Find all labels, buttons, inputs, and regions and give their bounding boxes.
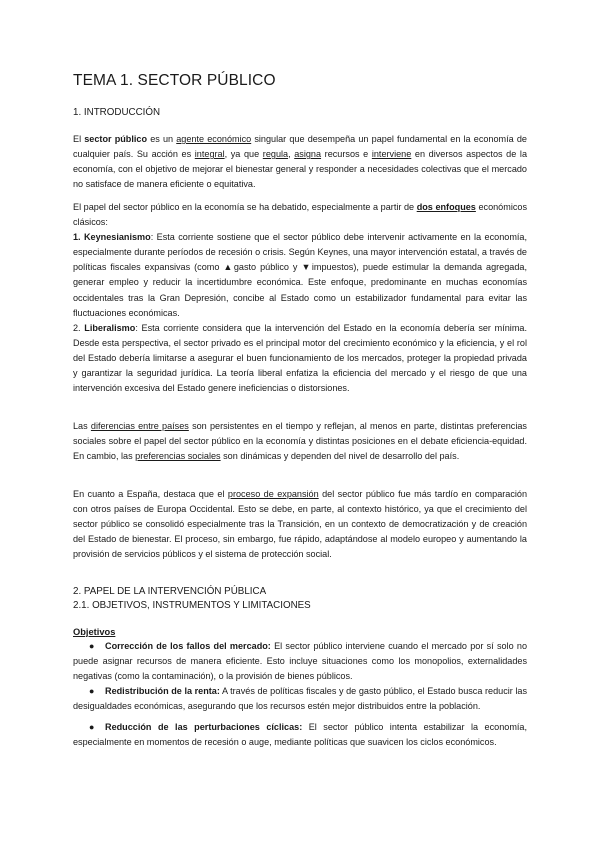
- bullet-icon: ●: [89, 686, 95, 696]
- text: recursos e: [321, 149, 372, 160]
- bold-term: Liberalismo: [84, 323, 136, 333]
- text: , ya que: [224, 149, 263, 160]
- text: son persistentes en el tiempo y reflejan, al menos en parte, distintas preferencias sociales sobre el papel del sector público en la economía y distintas posiciones en el debate eficiencia-equidad. En cambio, las: [73, 421, 527, 462]
- section-heading-introduccion: 1. INTRODUCCIÓN: [73, 107, 161, 118]
- bullet-item: [73, 720, 527, 750]
- underlined-term: proceso de expansión: [227, 489, 319, 499]
- text: en diversos aspectos de la economía, con el objetivo de mejorar el bienestar general y responder a necesidades colectivas que el mercado no satisface de manera eficiente o equitativa.: [73, 149, 527, 190]
- underlined-term: asigna: [294, 149, 322, 160]
- paragraph-keynesianismo: [73, 200, 527, 321]
- underlined-term: dos enfoques: [416, 202, 476, 212]
- paragraph-diferencias: [73, 419, 527, 464]
- text: Las: [73, 421, 91, 431]
- bold-term: 1. Keynesianismo: [73, 232, 151, 243]
- objetivos-label-wrap: [73, 627, 115, 637]
- page-title: TEMA 1. SECTOR PÚBLICO: [73, 72, 276, 89]
- bullet-title: Reducción de las perturbaciones cíclicas:: [105, 722, 303, 732]
- text: El papel del sector público en la economía se ha debatido, especialmente a partir de: [73, 202, 417, 212]
- bullet-title: Redistribución de la renta:: [105, 686, 220, 696]
- subsection-heading-objetivos: 2.1. OBJETIVOS, INSTRUMENTOS Y LIMITACIONES: [73, 600, 311, 611]
- section-heading-intervencion: 2. PAPEL DE LA INTERVENCIÓN PÚBLICA: [73, 586, 267, 597]
- underlined-term: integral: [194, 149, 225, 160]
- text: : Esta corriente considera que la intervención del Estado en la economía debería ser mínima. Desde esta perspectiva, el sector privado es el principal motor del crecimiento económico y la eficiencia, y el rol del Estado debería limitarse a asegurar el buen funcionamiento de los mercados, proteger la propiedad privada y garantizar la seguridad jurídica. La teoría liberal enfatiza la eficiencia del mercado y el riesgo de que una intervención excesiva del Estado genere ineficiencias o distorsiones.: [73, 323, 527, 394]
- underlined-term: diferencias entre países: [90, 421, 189, 431]
- paragraph-liberalismo: [73, 321, 527, 396]
- bullet-icon: ●: [89, 722, 95, 732]
- underlined-term: agente económico: [176, 134, 252, 144]
- bullet-item: [73, 639, 527, 684]
- text: En cuanto a España, destaca que el: [73, 489, 228, 499]
- bullet-title: Corrección de los fallos del mercado:: [105, 641, 271, 651]
- paragraph-espana: [73, 487, 527, 562]
- bullet-text: El sector público intenta estabilizar la economía, especialmente en momentos de recesión o auge, mediante políticas que suavicen los ciclos económicos.: [73, 722, 528, 748]
- objetivos-label: Objetivos: [73, 627, 116, 637]
- bullet-text: A través de políticas fiscales y de gasto público, el Estado busca reducir las desigualdades económicas, asegurando que los recursos estén mejor distribuidos entre la población.: [73, 686, 527, 712]
- text: El: [73, 134, 85, 144]
- underlined-term: regula: [262, 149, 289, 160]
- bullet-text: El sector público interviene cuando el mercado por sí solo no puede asignar recursos de manera eficiente. Esto incluye situaciones como los monopolios, externalidades negativas (como la contaminación), o la provisión de bienes públicos.: [73, 641, 527, 682]
- text: : Esta corriente sostiene que el sector público debe intervenir activamente en la economía, especialmente durante períodos de recesión o crisis. Según Keynes, una mayor intervención estatal, a través de políticas fiscales expansivas (como ▲gasto público y ▼impuestos), puede estimular la demanda agregada, generar empleo y reducir la incertidumbre económica. Este enfoque, predominante en muchas economías occidentales tras la Gran Depresión, concibe al Estado como un estabilizador fundamental para evitar las fluctuaciones económicas.: [73, 232, 528, 318]
- paragraph-intro: [73, 132, 527, 192]
- text: 2.: [73, 323, 85, 333]
- text: económicos clásicos:: [73, 202, 527, 228]
- bullet-item: [73, 684, 527, 714]
- text: singular que desempeña un papel fundamental en la economía de cualquier país. Su acción es: [73, 134, 527, 160]
- text: son dinámicas y dependen del nivel de desarrollo del país.: [220, 451, 460, 462]
- text: del sector público fue más tardío en comparación con otros países de Europa Occidental. Esto se debe, en parte, al contexto histórico, ya que el crecimiento del sector público se consolidó especialmente tras la Transición, en un contexto de democratización y de creación del Estado de bienestar. El proceso, sin embargo, fue rápido, adaptándose al modelo europeo y aumentando la provisión de servicios públicos y el sistema de protección social.: [73, 489, 528, 560]
- underlined-term: interviene: [371, 149, 412, 160]
- text: ,: [288, 149, 295, 160]
- bullet-icon: ●: [89, 641, 95, 651]
- underlined-term: preferencias sociales: [135, 451, 221, 462]
- text: es un: [147, 134, 177, 144]
- bold-term: sector público: [84, 134, 148, 144]
